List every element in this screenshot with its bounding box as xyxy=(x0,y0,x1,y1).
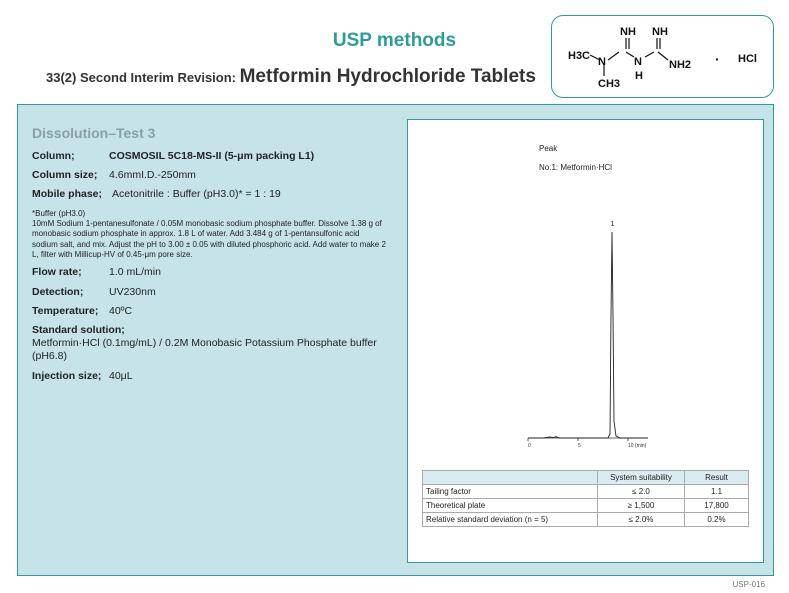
page-title: USP methods xyxy=(332,30,457,51)
mobile-phase-value: Acetonitrile : Buffer (pH3.0)* = 1 : 19 xyxy=(112,188,281,200)
chromatogram-trace xyxy=(528,232,648,438)
dot-separator: · xyxy=(715,51,720,67)
temperature-row xyxy=(32,305,132,317)
drug-name: Metformin Hydrochloride Tablets xyxy=(239,66,536,87)
table-header-cell: Result xyxy=(685,471,749,485)
peak-heading: Peak xyxy=(539,144,558,153)
column-label: Column; xyxy=(32,150,75,162)
table-header-cell xyxy=(423,471,598,485)
section-title: Dissolution–Test 3 xyxy=(32,125,156,141)
mobile-phase-row xyxy=(32,188,281,200)
table-cell: 0.2% xyxy=(685,513,749,527)
table-cell: Tailing factor xyxy=(423,485,598,499)
column-size-row xyxy=(32,169,196,181)
flow-rate-row xyxy=(32,266,161,278)
nh2-label: NH2 xyxy=(669,59,692,71)
ch3-label: CH3 xyxy=(598,78,621,90)
table-cell: ≤ 2.0 xyxy=(598,485,685,499)
revision-label: 33(2) Second Interim Revision: xyxy=(46,70,240,85)
hcl-label: HCl xyxy=(738,53,757,65)
column-size-value: 4.6mmI.D.-250mm xyxy=(109,169,196,181)
n-left-label: N xyxy=(598,56,606,68)
h3c-label: H3C xyxy=(568,50,591,62)
system-suitability-table xyxy=(422,470,749,527)
table-cell: Relative standard deviation (n = 5) xyxy=(423,513,598,527)
table-cell: ≤ 2.0% xyxy=(598,513,685,527)
x-tick-label: 10 (min) xyxy=(628,443,647,449)
column-value: COSMOSIL 5C18-MS-II (5-μm packing L1) xyxy=(109,150,315,162)
table-cell: 17,800 xyxy=(685,499,749,513)
injection-size-row xyxy=(32,370,133,382)
flow-rate-value: 1.0 mL/min xyxy=(109,266,161,278)
h-label: H xyxy=(635,70,643,82)
injection-size-label: Injection size; xyxy=(32,370,102,382)
table-cell: 1.1 xyxy=(685,485,749,499)
injection-size-value: 40μL xyxy=(109,370,133,382)
table-header-cell: System suitability xyxy=(598,471,685,485)
buffer-title: *Buffer (pH3.0) xyxy=(32,209,86,218)
nh-label-right: NH xyxy=(652,26,668,38)
standard-solution xyxy=(32,324,382,363)
table-header-row xyxy=(423,471,749,485)
table-row xyxy=(423,499,749,513)
peak-label: 1 xyxy=(610,221,615,228)
standard-solution-value: Metformin·HCl (0.1mg/mL) / 0.2M Monobasic Potassium Phosphate buffer (pH6.8) xyxy=(32,337,377,362)
chemical-structure-box xyxy=(551,15,774,98)
peak-item: No.1: Metformin·HCl xyxy=(539,163,612,172)
detection-value: UV230nm xyxy=(109,286,156,298)
temperature-label: Temperature; xyxy=(32,305,99,317)
table-row xyxy=(423,513,749,527)
n-mid-label: N xyxy=(634,56,642,68)
nh-label-left: NH xyxy=(620,26,636,38)
table-row xyxy=(423,485,749,499)
column-row xyxy=(32,150,314,162)
detection-row xyxy=(32,286,156,298)
page-subtitle xyxy=(46,66,536,88)
table-cell: ≥ 1,500 xyxy=(598,499,685,513)
temperature-value: 40ºC xyxy=(109,305,133,317)
mobile-phase-label: Mobile phase; xyxy=(32,188,103,200)
x-tick-label: 0 xyxy=(528,443,531,449)
buffer-text: 10mM Sodium 1-pentanesulfonate / 0.05M monobasic sodium phosphate buffer. Dissolve 1.38 g of monobasic sodium phosphate in approx. 1.8 L of water. Add 3.484 g of 1-pentansulfonic acid sodium salt, and mix. Adjust the pH to 3.00 ± 0.05 with diluted phosphoric acid. Add water to make 2 L, filter with Millicup-HV of 0.45-μm pore size. xyxy=(32,219,386,259)
flow-rate-label: Flow rate; xyxy=(32,266,82,278)
table-cell: Theoretical plate xyxy=(423,499,598,513)
standard-solution-label: Standard solution; xyxy=(32,324,125,336)
metformin-structure-diagram xyxy=(552,16,773,97)
slide-code: USP-016 xyxy=(732,580,765,589)
detection-label: Detection; xyxy=(32,286,84,298)
x-tick-label: 5 xyxy=(578,443,581,449)
buffer-note xyxy=(32,209,387,260)
column-size-label: Column size; xyxy=(32,169,98,181)
